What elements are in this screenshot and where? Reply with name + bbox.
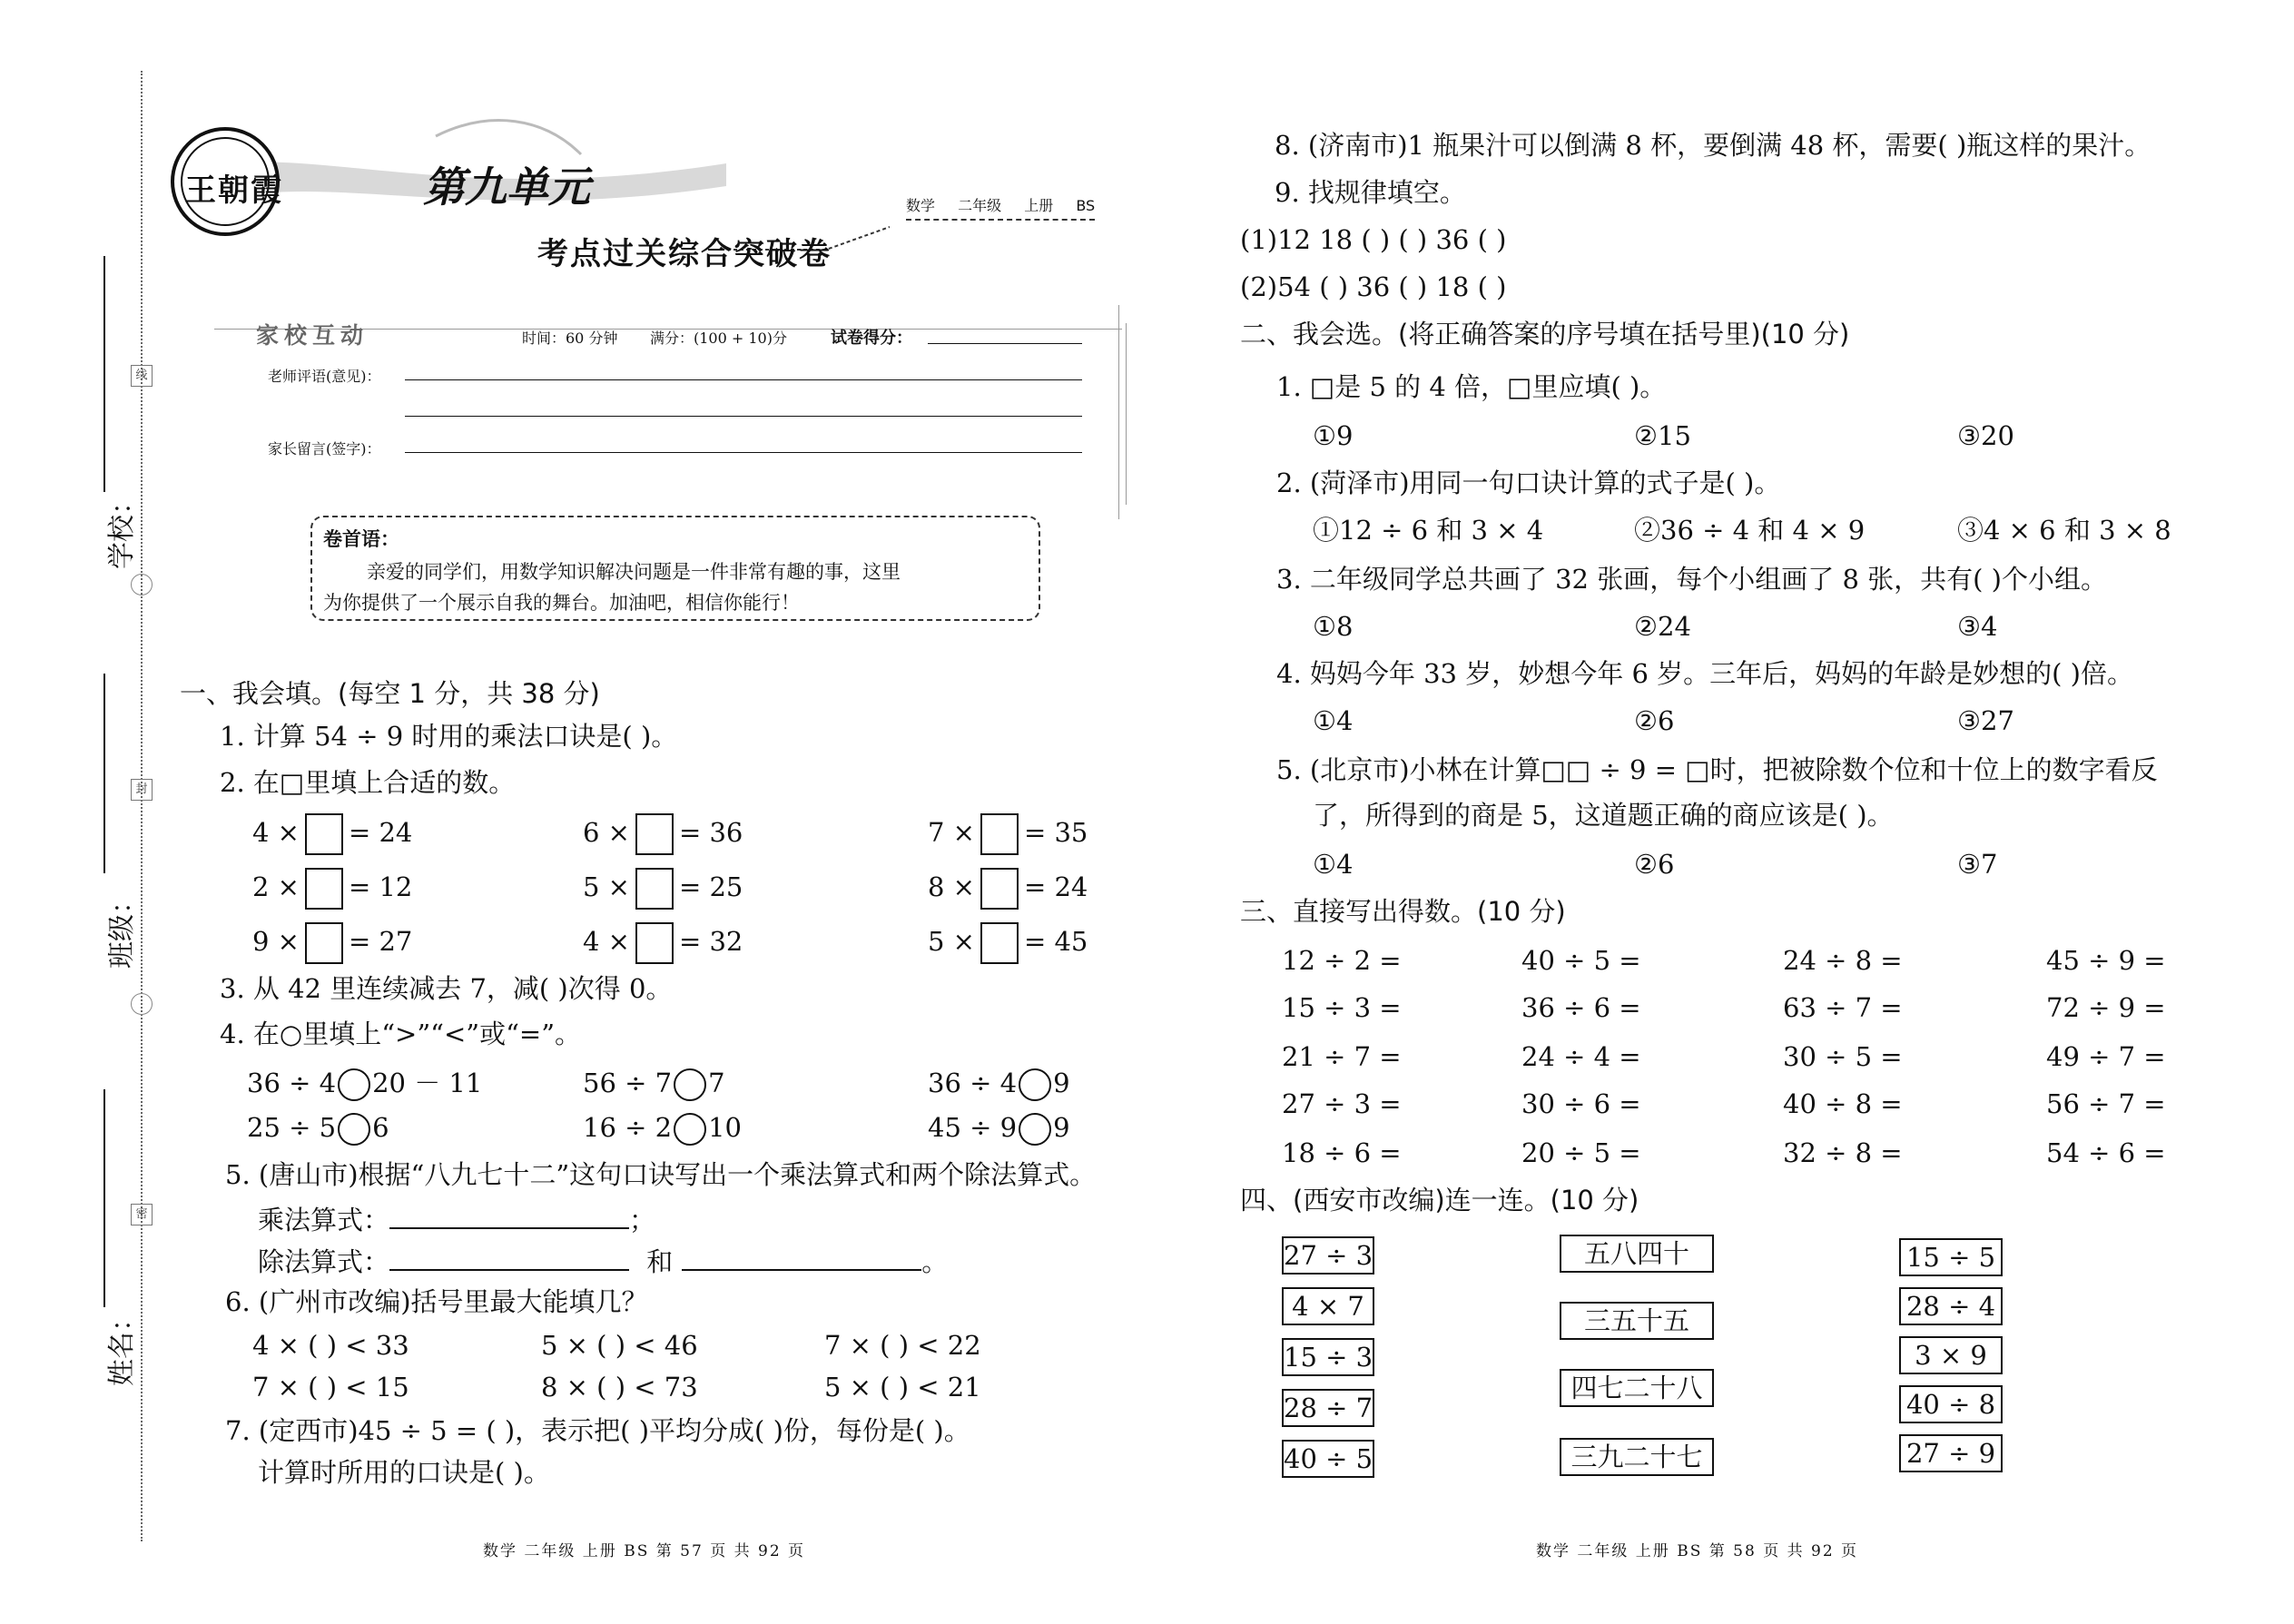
- s2-q2-opt: ①12 ÷ 6 和 3 × 4: [1313, 515, 1544, 546]
- parent-comment-label: 家长留言(签字)：: [268, 440, 381, 458]
- s2-q3-opt: ②24: [1634, 611, 1691, 642]
- s3-cell: 72 ÷ 9 =: [2046, 992, 2166, 1023]
- section1-title: 一、我会填。(每空 1 分，共 38 分): [180, 678, 600, 709]
- s1-q6-item: 7 × ( ) < 15: [252, 1372, 409, 1403]
- match-middle-item[interactable]: 三九二十七: [1560, 1438, 1714, 1476]
- answer-box[interactable]: [980, 868, 1019, 910]
- match-left-item[interactable]: 40 ÷ 5: [1282, 1440, 1374, 1478]
- match-left-item[interactable]: 15 ÷ 3: [1282, 1338, 1374, 1376]
- seal-mark-1: 线: [131, 365, 153, 387]
- s2-q2: 2. (菏泽市)用同一句口诀计算的式子是( )。: [1276, 468, 1781, 498]
- s1-q2-item: 2 × = 12: [252, 868, 412, 910]
- class-label: 班级：: [106, 887, 138, 969]
- s3-cell: 54 ÷ 6 =: [2046, 1137, 2166, 1168]
- name-underline: [103, 1089, 105, 1307]
- subject-tags: [906, 194, 1095, 221]
- answer-box[interactable]: [635, 868, 674, 910]
- s1-q4-item: 36 ÷ 4 20 － 11: [247, 1068, 482, 1101]
- s1-q9-b: (2)54 ( ) 36 ( ) 18 ( ): [1240, 271, 1507, 302]
- answer-box[interactable]: [305, 813, 343, 855]
- s2-q5-opt: ①4: [1313, 849, 1354, 880]
- match-right-item[interactable]: 15 ÷ 5: [1899, 1238, 2003, 1276]
- s1-q5: 5. (唐山市)根据“八九七十二”这句口诀写出一个乘法算式和两个除法算式。: [225, 1159, 1097, 1190]
- s1-q9: 9. 找规律填空。: [1275, 177, 1466, 208]
- s1-q7-line2: 计算时所用的口诀是( )。: [258, 1457, 550, 1488]
- match-middle-item[interactable]: 三五十五: [1560, 1302, 1714, 1340]
- s1-q4-item: 16 ÷ 2 10: [583, 1113, 742, 1146]
- time-info: 时间：60 分钟: [522, 330, 618, 347]
- s1-q2-item: 9 × = 27: [252, 922, 412, 964]
- s1-q9-a: (1)12 18 ( ) ( ) 36 ( ): [1240, 224, 1507, 255]
- s3-cell: 27 ÷ 3 =: [1282, 1088, 1402, 1119]
- compare-circle[interactable]: [338, 1113, 370, 1146]
- s2-q1-opt: ③20: [1957, 420, 2014, 451]
- footer-right: 数学 二年级 上册 BS 第 58 页 共 92 页: [1536, 1542, 1859, 1560]
- s3-cell: 32 ÷ 8 =: [1783, 1137, 1903, 1168]
- s3-cell: 12 ÷ 2 =: [1282, 945, 1402, 976]
- s3-cell: 56 ÷ 7 =: [2046, 1088, 2166, 1119]
- answer-box[interactable]: [305, 922, 343, 964]
- unit-title: 第九单元: [423, 162, 590, 212]
- s2-q4: 4. 妈妈今年 33 岁，妙想今年 6 岁。三年后，妈妈的年龄是妙想的( )倍。: [1276, 658, 2133, 689]
- preface-line2: 为你提供了一个展示自我的舞台。加油吧，相信你能行！: [323, 592, 800, 614]
- score-label: 试卷得分：: [831, 329, 912, 348]
- class-underline: [103, 674, 105, 873]
- s1-q2-item: 8 × = 24: [928, 868, 1088, 910]
- match-left-item[interactable]: 4 × 7: [1282, 1287, 1374, 1325]
- footer-left: 数学 二年级 上册 BS 第 57 页 共 92 页: [483, 1542, 806, 1560]
- teacher-comment-label: 老师评语(意见)：: [268, 368, 381, 385]
- s1-q2-item: 4 × = 24: [252, 813, 412, 855]
- score-info: 满分：(100 + 10)分: [650, 330, 787, 347]
- s1-q5-div: 除法算式： 和 。: [258, 1246, 949, 1277]
- mult-answer-line[interactable]: [389, 1204, 629, 1229]
- answer-box[interactable]: [980, 922, 1019, 964]
- s3-cell: 24 ÷ 8 =: [1783, 945, 1903, 976]
- seam-circle-1: [131, 574, 153, 595]
- s1-q1: 1. 计算 54 ÷ 9 时用的乘法口诀是( )。: [220, 721, 678, 752]
- s1-q7-line1: 7. (定西市)45 ÷ 5 = ( )，表示把( )平均分成( )份，每份是( )。: [225, 1415, 970, 1446]
- s1-q4-item: 25 ÷ 5 6: [247, 1113, 389, 1146]
- cut-line: [141, 71, 143, 1541]
- seam-circle-2: [131, 993, 153, 1015]
- s1-q4-item: 45 ÷ 9 9: [928, 1113, 1070, 1146]
- s2-q3-opt: ③4: [1957, 611, 1998, 642]
- parent-comment-field[interactable]: [405, 452, 1082, 453]
- match-right-item[interactable]: 40 ÷ 8: [1899, 1385, 2003, 1423]
- s2-q3: 3. 二年级同学总共画了 32 张画，每个小组画了 8 张，共有( )个小组。: [1276, 564, 2107, 595]
- s1-q2-item: 4 × = 32: [583, 922, 743, 964]
- s2-q1: 1. □是 5 的 4 倍，□里应填( )。: [1276, 371, 1667, 402]
- s2-q5-line2: 了，所得到的商是 5，这道题正确的商应该是( )。: [1313, 800, 1894, 831]
- s2-q3-opt: ①8: [1313, 611, 1354, 642]
- s3-cell: 24 ÷ 4 =: [1521, 1041, 1641, 1072]
- seal-mark-3: 密: [131, 1204, 153, 1225]
- compare-circle[interactable]: [338, 1068, 370, 1101]
- s1-q6-item: 7 × ( ) < 22: [824, 1330, 981, 1361]
- s3-cell: 30 ÷ 5 =: [1783, 1041, 1903, 1072]
- s1-q2-item: 5 × = 25: [583, 868, 743, 910]
- logo-text: 王朝霞: [185, 172, 283, 209]
- s1-q6-item: 5 × ( ) < 46: [541, 1330, 698, 1361]
- teacher-comment-field-2[interactable]: [405, 416, 1082, 417]
- match-right-item[interactable]: 28 ÷ 4: [1899, 1287, 2003, 1325]
- s3-cell: 20 ÷ 5 =: [1521, 1137, 1641, 1168]
- s1-q4-item: 36 ÷ 4 9: [928, 1068, 1070, 1101]
- s1-q2-item: 6 × = 36: [583, 813, 743, 855]
- s3-cell: 21 ÷ 7 =: [1282, 1041, 1402, 1072]
- div-answer-line-2[interactable]: [682, 1245, 921, 1271]
- answer-box[interactable]: [635, 813, 674, 855]
- s2-q2-opt: ③4 × 6 和 3 × 8: [1957, 515, 2171, 546]
- compare-circle[interactable]: [674, 1113, 706, 1146]
- s2-q1-opt: ②15: [1634, 420, 1691, 451]
- seal-mark-2: 封: [131, 779, 153, 801]
- family-box-title: 家校互动: [256, 322, 369, 349]
- match-right-item[interactable]: 3 × 9: [1899, 1336, 2003, 1374]
- s3-cell: 63 ÷ 7 =: [1783, 992, 1903, 1023]
- match-right-item[interactable]: 27 ÷ 9: [1899, 1434, 2003, 1472]
- binding-margin: [0, 0, 148, 1624]
- s3-cell: 40 ÷ 5 =: [1521, 945, 1641, 976]
- match-left-item[interactable]: 27 ÷ 3: [1282, 1236, 1374, 1275]
- s1-q3: 3. 从 42 里连续减去 7，减( )次得 0。: [220, 973, 673, 1004]
- s3-cell: 45 ÷ 9 =: [2046, 945, 2166, 976]
- s3-cell: 36 ÷ 6 =: [1521, 992, 1641, 1023]
- s3-cell: 30 ÷ 6 =: [1521, 1088, 1641, 1119]
- tag-grade: 二年级: [958, 197, 1002, 214]
- s1-q2-item: 5 × = 45: [928, 922, 1088, 964]
- compare-circle[interactable]: [1019, 1113, 1051, 1146]
- div-answer-line-1[interactable]: [389, 1245, 629, 1271]
- s1-q6: 6. (广州市改编)括号里最大能填几？: [225, 1286, 648, 1317]
- s3-cell: 49 ÷ 7 =: [2046, 1041, 2166, 1072]
- section2-title: 二、我会选。(将正确答案的序号填在括号里)(10 分): [1240, 319, 1850, 349]
- section4-title: 四、(西安市改编)连一连。(10 分): [1240, 1185, 1639, 1216]
- s1-q2-item: 7 × = 35: [928, 813, 1088, 855]
- s3-cell: 15 ÷ 3 =: [1282, 992, 1402, 1023]
- tag-edition: BS: [1076, 197, 1096, 214]
- name-label: 姓名：: [106, 1304, 138, 1386]
- school-underline: [103, 256, 105, 492]
- s3-cell: 40 ÷ 8 =: [1783, 1088, 1903, 1119]
- s1-q4: 4. 在○里填上“>”“<”或“=”。: [220, 1019, 582, 1049]
- s2-q1-opt: ①9: [1313, 420, 1354, 451]
- s1-q6-item: 5 × ( ) < 21: [824, 1372, 981, 1403]
- preface-title: 卷首语：: [323, 528, 399, 550]
- preface-line1: 亲爱的同学们，用数学知识解决问题是一件非常有趣的事，这里: [367, 561, 901, 583]
- answer-box[interactable]: [635, 922, 674, 964]
- match-middle-item[interactable]: 四七二十八: [1560, 1369, 1714, 1407]
- answer-box[interactable]: [980, 813, 1019, 855]
- teacher-comment-field[interactable]: [405, 379, 1082, 380]
- match-middle-item[interactable]: 五八四十: [1560, 1235, 1714, 1273]
- tag-volume: 上册: [1024, 197, 1054, 214]
- exam-title: 考点过关综合突破卷: [537, 236, 832, 272]
- answer-box[interactable]: [305, 868, 343, 910]
- s2-q5-line1: 5. (北京市)小林在计算□□ ÷ 9 = □时，把被除数个位和十位上的数字看反: [1276, 754, 2158, 785]
- s2-q2-opt: ②36 ÷ 4 和 4 × 9: [1634, 515, 1866, 546]
- s2-q4-opt: ①4: [1313, 705, 1354, 736]
- s2-q4-opt: ②6: [1634, 705, 1675, 736]
- score-field[interactable]: [928, 343, 1082, 344]
- s1-q6-item: 8 × ( ) < 73: [541, 1372, 698, 1403]
- s1-q2: 2. 在□里填上合适的数。: [220, 767, 516, 798]
- match-left-item[interactable]: 28 ÷ 7: [1282, 1389, 1374, 1427]
- s1-q4-item: 56 ÷ 7 7: [583, 1068, 725, 1101]
- tag-subject: 数学: [906, 197, 936, 214]
- s2-q5-opt: ②6: [1634, 849, 1675, 880]
- compare-circle[interactable]: [674, 1068, 706, 1101]
- s3-cell: 18 ÷ 6 =: [1282, 1137, 1402, 1168]
- s1-q6-item: 4 × ( ) < 33: [252, 1330, 409, 1361]
- s1-q5-mult: 乘法算式： ；: [258, 1205, 656, 1235]
- compare-circle[interactable]: [1019, 1068, 1051, 1101]
- s1-q8: 8. (济南市)1 瓶果汁可以倒满 8 杯，要倒满 48 杯，需要( )瓶这样的果汁。: [1275, 130, 2151, 161]
- section3-title: 三、直接写出得数。(10 分): [1240, 896, 1566, 927]
- school-label: 学校：: [106, 487, 138, 569]
- s2-q5-opt: ③7: [1957, 849, 1998, 880]
- s2-q4-opt: ③27: [1957, 705, 2014, 736]
